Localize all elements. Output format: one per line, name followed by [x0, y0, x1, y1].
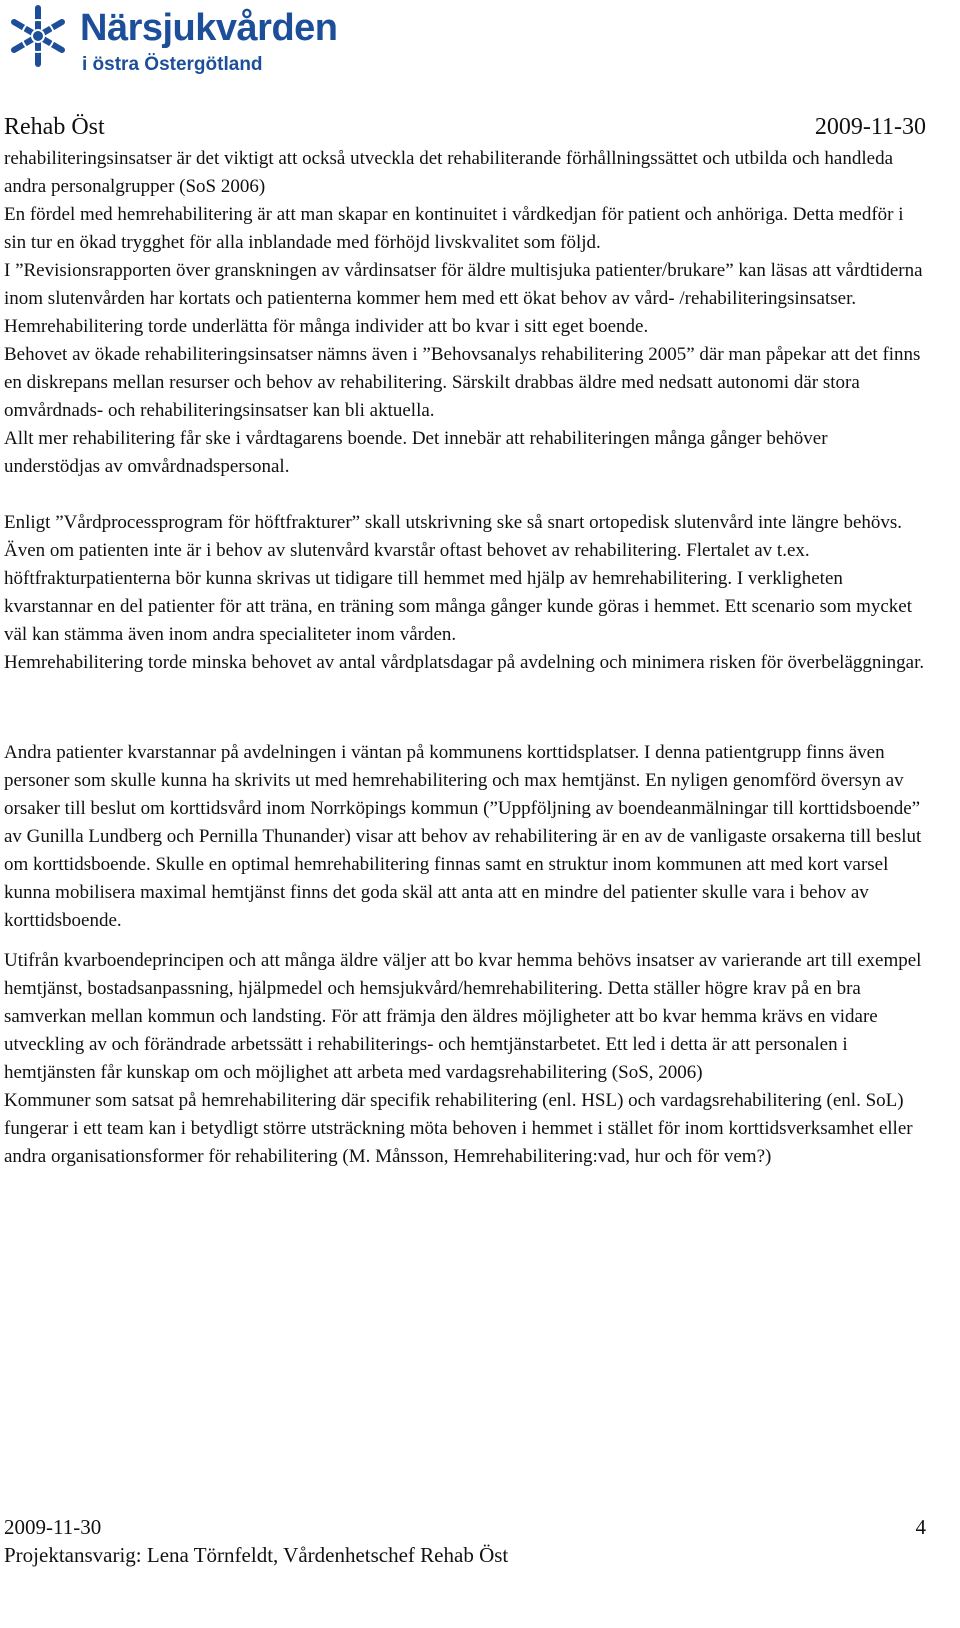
page-header — [4, 112, 926, 142]
logo-brand-name: Närsjukvården — [80, 7, 338, 49]
paragraph-8: Andra patienter kvarstannar på avdelningen i väntan på kommunens korttidsplatser. I denna patientgrupp finns även personer som skulle kunna ha skrivits ut med hemrehabilitering och max hemtjänst. En nyligen genomförd översyn av orsaker till beslut om korttidsvård inom Norrköpings kommun (”Uppföljning av boendeanmälningar till korttidsboende” av Gunilla Lundberg och Pernilla Thunander) visar att behov av rehabilitering är en av de vanligaste orsakerna till beslut om korttidsboende. Skulle en optimal hemrehabilitering finnas samt en struktur inom kommunen att med kort varsel kunna mobilisera maximal hemtjänst finns det goda skäl att anta att en mindre del patienter skulle vara i behov av korttidsboende. — [4, 742, 922, 931]
header-date: 2009-11-30 — [814, 114, 926, 140]
logo-subtitle: i östra Östergötland — [82, 54, 263, 75]
paragraph-spacer — [4, 481, 928, 509]
paragraph-spacer — [4, 935, 928, 947]
snowflake-logo-icon — [4, 2, 72, 70]
document-body — [4, 145, 928, 1171]
page-number: 4 — [915, 1515, 926, 1539]
paragraph-4: Behovet av ökade rehabiliteringsinsatser nämns även i ”Behovsanalys rehabilitering 2005” där man påpekar att det finns en diskrepans mellan resurser och behov av rehabilitering. Särskilt drabbas äldre med nedsatt autonomi där stora omvårdnads- och rehabiliteringsinsatser kan bli aktuella. — [4, 344, 921, 421]
paragraph-3: I ”Revisionsrapporten över granskningen av vårdinsatser för äldre multisjuka patienter/brukare” kan läsas att vårdtiderna inom slutenvården har kortats och patienterna kommer hem med ett ökat behov av vård- /rehabiliteringsinsatser. Hemrehabilitering torde underlätta för många individer att bo kvar i sitt eget boende. — [4, 260, 923, 337]
paragraph-spacer — [4, 677, 928, 739]
paragraph-6: Enligt ”Vårdprocessprogram för höftfrakturer” skall utskrivning ske så snart ortopedisk slutenvård inte längre behövs. Även om patienten inte är i behov av slutenvård kvarstår oftast behovet av rehabilitering. Flertalet av t.ex. höftfrakturpatienterna bör kunna skrivas ut tidigare till hemmet med hjälp av hemrehabilitering. I verkligheten kvarstannar en del patienter för att träna, en träning som många gånger kunde göras i hemmet. Ett scenario som mycket väl kan stämma även inom andra specialiteter inom vården. — [4, 512, 912, 645]
header-unit-name: Rehab Öst — [4, 114, 105, 140]
paragraph-5: Allt mer rehabilitering får ske i vårdtagarens boende. Det innebär att rehabiliteringen många gånger behöver understödjas av omvårdnadspersonal. — [4, 428, 828, 477]
footer-date: 2009-11-30 — [4, 1515, 102, 1539]
paragraph-2: En fördel med hemrehabilitering är att man skapar en kontinuitet i vårdkedjan för patient och anhöriga. Detta medför i sin tur en ökad trygghet för alla inblandade med förhöjd livskvalitet som följd. — [4, 204, 904, 253]
paragraph-10: Kommuner som satsat på hemrehabilitering där specifik rehabilitering (enl. HSL) och vardagsrehabilitering (enl. SoL) fungerar i ett team kan i betydligt större utsträckning möta behoven i hemmet i stället för inom korttidsverksamhet eller andra organisationsformer för rehabilitering (M. Månsson, Hemrehabilitering:vad, hur och för vem?) — [4, 1090, 913, 1167]
paragraph-9: Utifrån kvarboendeprincipen och att många äldre väljer att bo kvar hemma behövs insatser av varierande art till exempel hemtjänst, bostadsanpassning, hjälpmedel och hemsjukvård/hemrehabilitering. Detta ställer högre krav på en bra samverkan mellan kommun och landsting. För att främja den äldres möjligheter att bo kvar hemma krävs en vidare utveckling av och förändrade arbetssätt i rehabiliterings- och hemtjänstarbetet. Ett led i detta är att personalen i hemtjänsten får kunskap om och möjlighet att arbeta med vardagsrehabilitering (SoS, 2006) — [4, 950, 922, 1083]
narsjukvarden-logo — [4, 2, 364, 84]
paragraph-1: rehabiliteringsinsatser är det viktigt att också utveckla det rehabiliterande förhållningssättet och utbilda och handleda andra personalgrupper (SoS 2006) — [4, 148, 894, 197]
paragraph-7: Hemrehabilitering torde minska behovet av antal vårdplatsdagar på avdelning och minimera risken för överbeläggningar. — [4, 652, 925, 673]
footer-responsible: Projektansvarig: Lena Törnfeldt, Vårdenhetschef Rehab Öst — [4, 1543, 509, 1567]
